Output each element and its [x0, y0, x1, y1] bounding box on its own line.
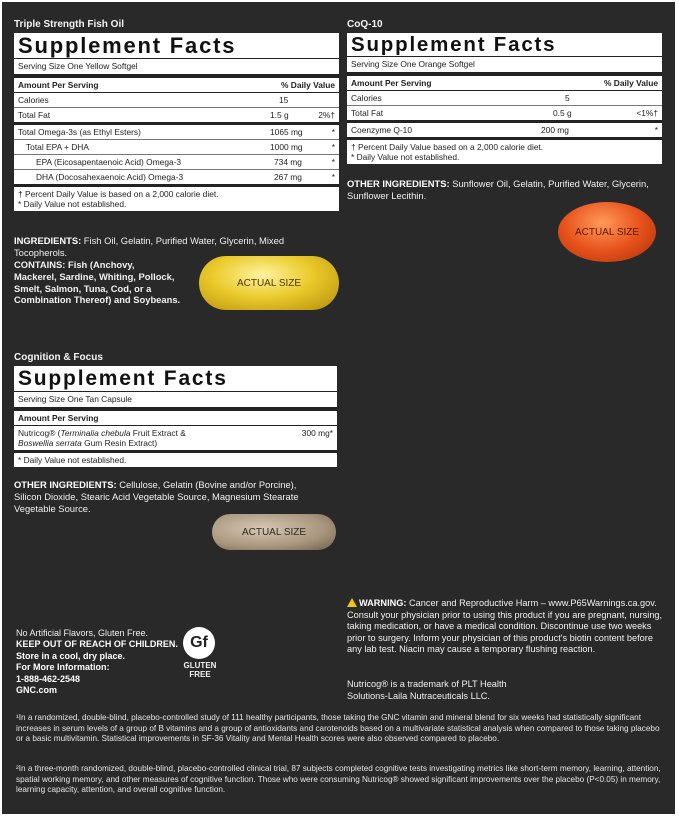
facts-header: Amount Per Serving: [14, 411, 337, 426]
facts-footnote: * Daily Value not established.: [18, 455, 127, 465]
facts-row: Total EPA + DHA 1000 mg *: [14, 140, 339, 155]
facts-row: Calories 15: [14, 93, 339, 108]
cognition-ingredients: OTHER INGREDIENTS: Cellulose, Gelatin (Bovine and/or Porcine), Silicon Dioxide, Stearic Acid Vegetable Source, Magnesium Stearate Vegetable Source.: [14, 479, 299, 514]
serving-size: Serving Size One Yellow Softgel: [14, 58, 339, 78]
facts-title: Supplement Facts: [351, 33, 557, 56]
orange-softgel-image: ACTUAL SIZE: [558, 202, 656, 262]
trademark-notice: Nutricog® is a trademark of PLT Health Solutions-Laila Nutraceuticals LLC.: [347, 679, 507, 701]
coq10-ingredients: OTHER INGREDIENTS: Sunflower Oil, Gelatin, Purified Water, Glycerin, Sunflower Lecithin.: [347, 178, 649, 201]
coq10-section-title: CoQ-10: [347, 19, 383, 30]
facts-row: EPA (Eicosapentaenoic Acid) Omega-3 734 mg *: [14, 155, 339, 170]
fish-oil-ingredients: INGREDIENTS: Fish Oil, Gelatin, Purified Water, Glycerin, Mixed Tocopherols.: [14, 235, 285, 258]
facts-title: Supplement Facts: [18, 33, 237, 58]
gluten-free-icon: Gf: [183, 627, 215, 659]
facts-row: Total Omega-3s (as Ethyl Esters) 1065 mg *: [14, 125, 339, 140]
facts-header: Amount Per Serving % Daily Value: [14, 78, 339, 93]
serving-size: Serving Size One Tan Capsule: [14, 391, 337, 411]
facts-title: Supplement Facts: [18, 367, 228, 390]
facts-row: Calories 5: [347, 91, 662, 106]
tan-capsule-image: ACTUAL SIZE: [212, 514, 336, 550]
warning-icon: [347, 598, 357, 607]
label-panel: [2, 2, 675, 814]
fish-oil-section-title: Triple Strength Fish Oil: [14, 19, 125, 30]
prop65-warning: WARNING: Cancer and Reproductive Harm – www.P65Warnings.ca.gov. Consult your physician prior to using this product if you are pregnant, nursing, taking medication, or have a medical condition. Discontinue use two weeks prior to surgery. Inform your physician of this product's biotin content before any lab test. Niacin may cause a temporary flushing reaction.: [347, 598, 663, 655]
product-info: No Artificial Flavors, Gluten Free. KEEP OUT OF REACH OF CHILDREN. Store in a cool, dry place. For More Information: 1-888-462-2548 GNC.com: [16, 628, 178, 696]
facts-row: Nutricog® (Terminalia chebula Fruit Extract & Boswellia serrata Gum Resin Extract) 300 mg*: [14, 426, 337, 453]
facts-footnote: † Percent Daily Value is based on a 2,000 calorie diet. * Daily Value not established.: [18, 189, 219, 209]
coq10-supplement-facts: [347, 33, 662, 164]
gluten-free-label: GLUTEN FREE: [183, 661, 217, 679]
facts-header: Amount Per Serving % Daily Value: [347, 76, 662, 91]
yellow-softgel-image: ACTUAL SIZE: [199, 256, 339, 310]
facts-row: Total Fat 0.5 g <1%†: [347, 106, 662, 123]
cognition-supplement-facts: [14, 366, 337, 467]
serving-size: Serving Size One Orange Softgel: [347, 56, 662, 76]
facts-row: Coenzyme Q-10 200 mg *: [347, 123, 662, 140]
fish-oil-supplement-facts: [14, 33, 339, 211]
facts-footnote: † Percent Daily Value based on a 2,000 calorie diet. * Daily Value not established.: [351, 142, 544, 162]
fish-oil-contains: CONTAINS: Fish (Anchovy, Mackerel, Sardine, Whiting, Pollock, Smelt, Salmon, Tuna, Cod, or a Combination Thereof) and Soybeans.: [14, 259, 181, 306]
study-footnote-2: ²In a three-month randomized, double-blind, placebo-controlled clinical trial, 87 subjects completed cognitive tests investigating metrics like short-term memory, learning, attention, spatial working memory, and other measures of cognitive function. Those who were consuming Nutricog® showed significant improvements over the placebo (P<0.05) in memory, learning capacity, attention, and overall cognitive function.: [16, 764, 661, 795]
cognition-section-title: Cognition & Focus: [14, 352, 103, 363]
facts-row: Total Fat 1.5 g 2%†: [14, 108, 339, 125]
facts-row: DHA (Docosahexaenoic Acid) Omega-3 267 mg *: [14, 170, 339, 187]
study-footnote-1: ¹In a randomized, double-blind, placebo-controlled study of 111 healthy participants, those taking the GNC vitamin and mineral blend for six weeks had statistically significant increases in serum levels of a group of B vitamins and a group of antioxidants and carotenoids based on a multivariate statistical analysis when compared to those taking placebo or a basic multivitamin. Statistical improvements in SF-36 Vitality and Mental Health scores were also observed compared to placebo.: [16, 713, 660, 744]
